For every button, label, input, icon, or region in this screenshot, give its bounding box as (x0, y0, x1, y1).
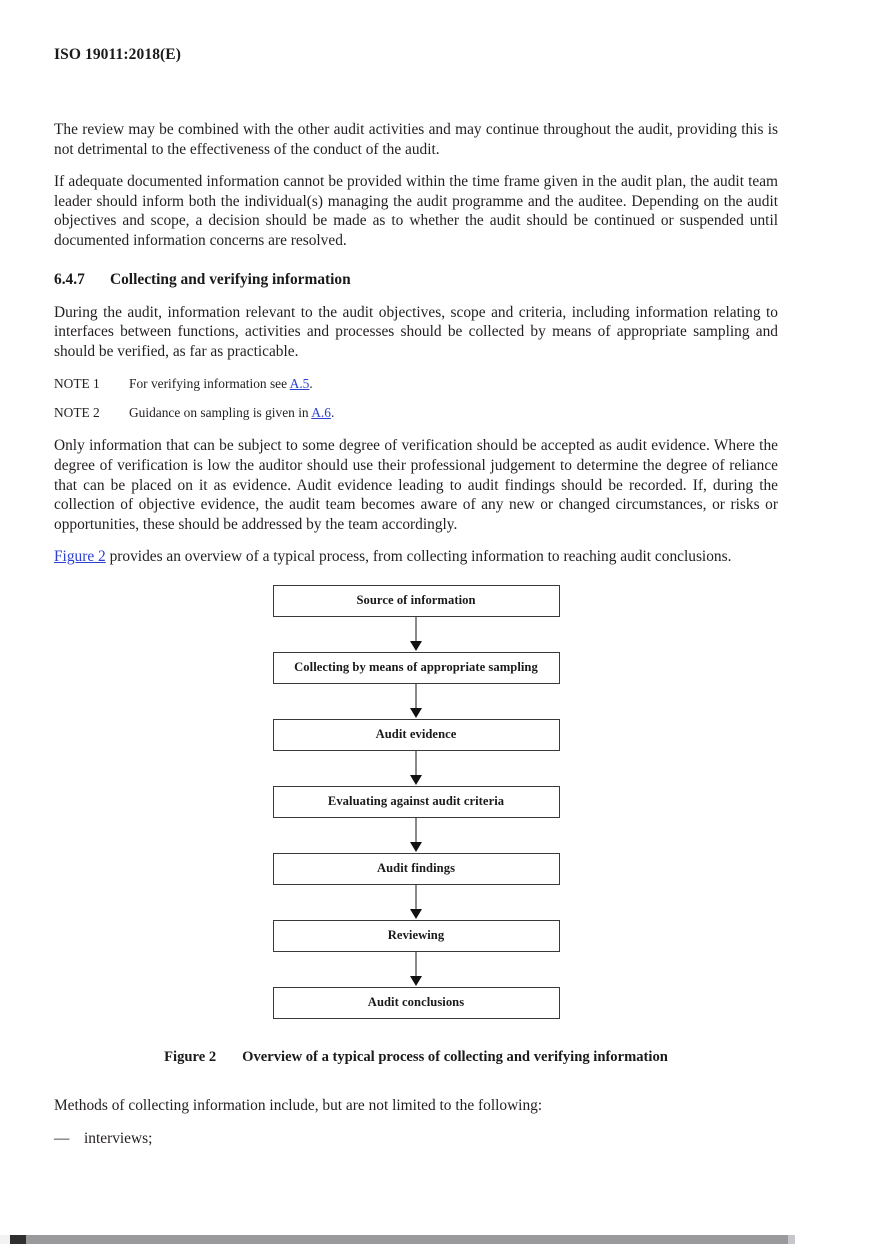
scrollbar-thumb[interactable] (10, 1235, 793, 1244)
scrollbar-cap-left[interactable] (10, 1235, 26, 1244)
figure-caption (164, 1049, 668, 1066)
clause-number: 6.4.7 (54, 270, 85, 288)
flow-box-label: Audit conclusions (367, 995, 465, 1010)
note-1-text-after: . (309, 376, 313, 392)
paragraph-figure-reference (54, 547, 778, 567)
figure-2 (54, 585, 778, 1066)
flow-box-evaluating-criteria (273, 786, 560, 818)
flow-arrow-4 (409, 818, 423, 853)
flow-box-audit-conclusions (273, 987, 560, 1019)
note-1-label: NOTE 1 (54, 376, 100, 392)
note-1 (54, 374, 778, 393)
connector-line (415, 952, 417, 979)
flow-arrow-2 (409, 684, 423, 719)
arrowhead-down-icon (410, 775, 422, 785)
horizontal-scrollbar[interactable] (0, 1231, 880, 1247)
flow-box-label: Audit findings (376, 861, 456, 876)
paragraph-documented-information: If adequate documented information cannot be provided within the time frame given in the audit plan, the audit team leader should inform both the individual(s) managing the audit programme and the auditee. Depending on the audit objectives and scope, a decision should be made as to whether the audit should be continued or suspended until documented information concerns are resolved. (54, 173, 778, 249)
flow-arrow-5 (409, 885, 423, 920)
flow-box-label: Evaluating against audit criteria (327, 794, 505, 809)
figure-caption-number: Figure 2 (164, 1048, 217, 1065)
flow-arrow-6 (409, 952, 423, 987)
list-item-label: interviews; (84, 1129, 153, 1147)
document-header: ISO 19011:2018(E) (54, 46, 182, 63)
arrowhead-down-icon (410, 842, 422, 852)
figure-caption-title: Overview of a typical process of collecting and verifying information (242, 1048, 668, 1065)
paragraph-review-combined: The review may be combined with the other audit activities and may continue throughout the audit, providing this is not detrimental to the effectiveness of the conduct of the audit. (54, 121, 778, 158)
figure-2-link[interactable]: Figure 2 (54, 548, 106, 566)
paragraph-methods-of-collecting: Methods of collecting information include, but are not limited to the following: (54, 1096, 543, 1114)
connector-line (415, 617, 417, 644)
flow-box-collecting-sampling (273, 652, 560, 684)
list-item-interviews (54, 1129, 778, 1149)
note-2-label: NOTE 2 (54, 405, 100, 421)
flow-box-source-of-information (273, 585, 560, 617)
scrollbar-cap-right[interactable] (788, 1235, 795, 1244)
note-2-text-before: Guidance on sampling is given in (129, 405, 312, 421)
connector-line (415, 684, 417, 711)
note-1-text-before: For verifying information see (129, 376, 290, 392)
clause-title: Collecting and verifying information (110, 270, 351, 288)
paragraph-during-the-audit: During the audit, information relevant to the audit objectives, scope and criteria, including information relating to interfaces between functions, activities and processes should be collected by means of appropriate sampling and should be verified, as far as practicable. (54, 303, 778, 360)
connector-line (415, 818, 417, 845)
note-1-link-a5[interactable]: A.5 (289, 376, 310, 392)
connector-line (415, 751, 417, 778)
flow-box-label: Collecting by means of appropriate sampling (294, 660, 538, 675)
note-2-text-after: . (330, 405, 335, 421)
connector-line (415, 885, 417, 912)
note-2-link-a6[interactable]: A.6 (311, 405, 331, 421)
flow-box-audit-evidence (273, 719, 560, 751)
arrowhead-down-icon (410, 641, 422, 651)
arrowhead-down-icon (410, 708, 422, 718)
flow-box-label: Reviewing (387, 928, 445, 943)
paragraph-only-information: Only information that can be subject to some degree of verification should be accepted as audit evidence. Where the degree of verification is low the auditor should use their professional judgement to determine the degree of reliance that can be placed on it as evidence. Audit evidence leading to audit findings should be recorded. If, during the collection of objective evidence, the audit team becomes aware of any new or changed circumstances, or risks or opportunities, these should be addressed by the team accordingly. (54, 437, 778, 533)
note-2 (54, 403, 778, 422)
flow-box-audit-findings (273, 853, 560, 885)
arrowhead-down-icon (410, 909, 422, 919)
flow-box-reviewing (273, 920, 560, 952)
note-2-text (129, 403, 778, 422)
paragraph-figure-reference-text: provides an overview of a typical process, from collecting information to reaching audit conclusions. (105, 548, 732, 566)
clause-heading-6-4-7 (54, 271, 778, 289)
arrowhead-down-icon (410, 976, 422, 986)
flow-box-label: Audit evidence (375, 727, 457, 742)
flow-arrow-3 (409, 751, 423, 786)
list-dash-mark: — (54, 1129, 70, 1147)
note-1-text (129, 374, 778, 393)
flow-arrow-1 (409, 617, 423, 652)
flow-box-label: Source of information (356, 593, 476, 608)
flowchart (273, 585, 560, 1019)
page-content (54, 120, 778, 1152)
